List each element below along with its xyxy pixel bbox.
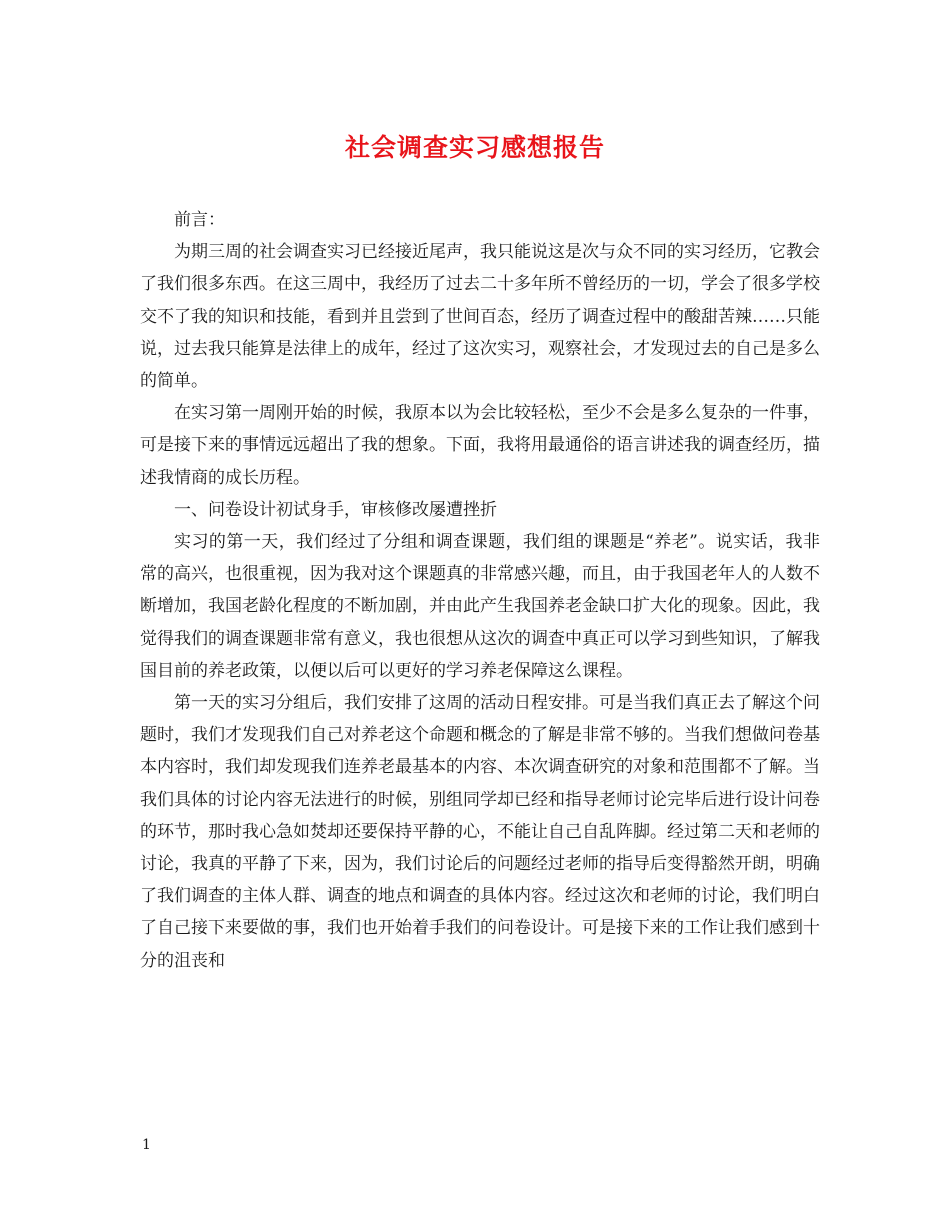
paragraph-grouping: 第一天的实习分组后，我们安排了这周的活动日程安排。可是当我们真正去了解这个问题时，我们才发现我们自己对养老这个命题和概念的了解是非常不够的。当我们想做问卷基本内容时，我们却发现我们连养老最基本的内容、本次调查研究的对象和范围都不了解。当我们具体的讨论内容无法进行的时候，别组同学却已经和指导老师讨论完毕后进行设计问卷的环节，那时我心急如焚却还要保持平静的心，不能让自己自乱阵脚。经过第二天和老师的讨论，我真的平静了下来，因为，我们讨论后的问题经过老师的指导后变得豁然开朗，明确了我们调查的主体人群、调查的地点和调查的具体内容。经过这次和老师的讨论，我们明白了自己接下来要做的事，我们也开始着手我们的问卷设计。可是接下来的工作让我们感到十分的沮丧和 xyxy=(140,693,820,971)
preface-heading: 前言： xyxy=(174,210,225,230)
section-heading-1: 一、问卷设计初试身手，审核修改屡遭挫折 xyxy=(174,499,497,520)
paragraph-first-week: 在实习第一周刚开始的时候，我原本以为会比较轻松，至少不会是多么复杂的一件事，可是接下来的事情远远超出了我的想象。下面，我将用最通俗的语言讲述我的调查经历，描述我情商的成长历程。 xyxy=(140,403,820,488)
paragraph-intro: 为期三周的社会调查实习已经接近尾声，我只能说这是次与众不同的实习经历，它教会了我们很多东西。在这三周中，我经历了过去二十多年所不曾经历的一切，学会了很多学校交不了我的知识和技能，看到并且尝到了世间百态，经历了调查过程中的酸甜苦辣……只能说，过去我只能算是法律上的成年，经过了这次实习，观察社会，才发现过去的自己是多么的简单。 xyxy=(140,242,820,392)
page-number: 1 xyxy=(142,1137,151,1153)
document-body xyxy=(140,204,820,977)
document-title: 社会调查实习感想报告 xyxy=(344,133,605,162)
paragraph-first-day: 实习的第一天，我们经过了分组和调查课题，我们组的课题是“养老”。说实话，我非常的高兴，也很重视，因为我对这个课题真的非常感兴趣，而且，由于我国老年人的人数不断增加，我国老龄化程度的不断加剧，并由此产生我国养老金缺口扩大化的现象。因此，我觉得我们的调查课题非常有意义，我也很想从这次的调查中真正可以学习到些知识，了解我国目前的养老政策，以便以后可以更好的学习养老保障这么课程。 xyxy=(140,532,820,681)
